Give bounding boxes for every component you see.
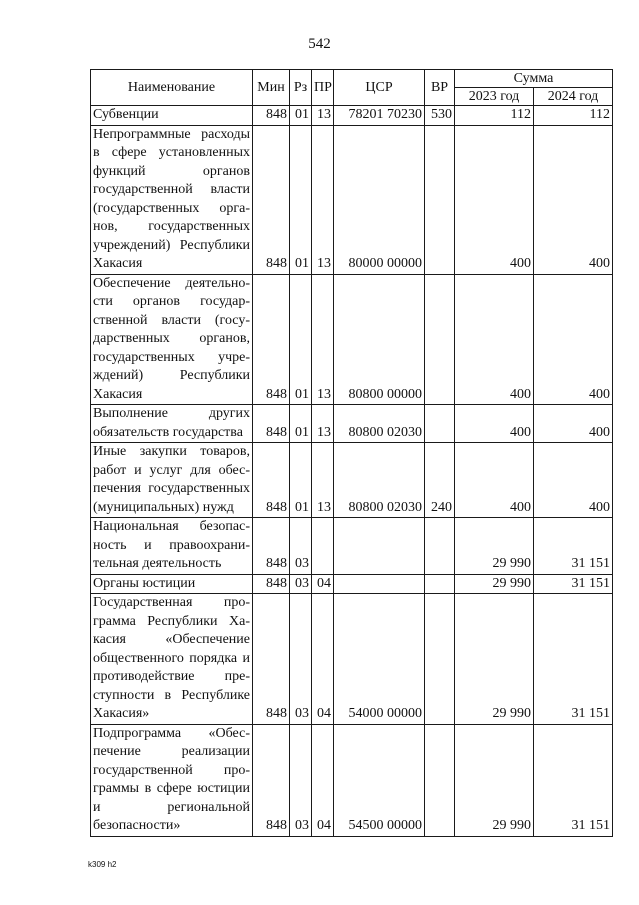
table-body bbox=[91, 106, 613, 837]
cell-vr bbox=[425, 125, 455, 274]
header-vr: ВР bbox=[425, 70, 455, 106]
table-row bbox=[91, 405, 613, 443]
cell-vr bbox=[425, 594, 455, 725]
cell-pr: 13 bbox=[312, 274, 334, 405]
cell-rz: 03 bbox=[290, 724, 312, 836]
cell-min: 848 bbox=[253, 518, 290, 575]
cell-csr bbox=[334, 518, 425, 575]
cell-pr: 13 bbox=[312, 106, 334, 126]
table-row bbox=[91, 518, 613, 575]
cell-2023: 29 990 bbox=[455, 594, 534, 725]
cell-2024: 31 151 bbox=[534, 518, 613, 575]
cell-2023: 29 990 bbox=[455, 724, 534, 836]
cell-2023: 400 bbox=[455, 443, 534, 518]
cell-csr: 80800 00000 bbox=[334, 274, 425, 405]
page-number: 542 bbox=[308, 36, 331, 52]
cell-2023: 29 990 bbox=[455, 518, 534, 575]
cell-2024: 400 bbox=[534, 274, 613, 405]
budget-table bbox=[90, 69, 613, 837]
header-name: Наименование bbox=[91, 70, 253, 106]
cell-2024: 400 bbox=[534, 125, 613, 274]
table-row bbox=[91, 724, 613, 836]
cell-name: Обеспечение деятельности органов государственной власти (государственных органов, государственных учреждений) Республики Хакасия bbox=[91, 274, 253, 405]
cell-name: Национальная безопасность и правоохранительная деятельность bbox=[91, 518, 253, 575]
cell-2023: 400 bbox=[455, 274, 534, 405]
cell-vr bbox=[425, 405, 455, 443]
cell-min: 848 bbox=[253, 274, 290, 405]
cell-rz: 01 bbox=[290, 125, 312, 274]
cell-vr bbox=[425, 574, 455, 594]
cell-2024: 31 151 bbox=[534, 574, 613, 594]
cell-pr: 13 bbox=[312, 405, 334, 443]
cell-vr: 530 bbox=[425, 106, 455, 126]
table-row bbox=[91, 594, 613, 725]
cell-pr: 04 bbox=[312, 724, 334, 836]
cell-csr: 80800 02030 bbox=[334, 405, 425, 443]
cell-min: 848 bbox=[253, 106, 290, 126]
cell-vr bbox=[425, 724, 455, 836]
cell-csr: 80000 00000 bbox=[334, 125, 425, 274]
header-pr: ПР bbox=[312, 70, 334, 106]
cell-name: Выполнение других обязательств государства bbox=[91, 405, 253, 443]
cell-2024: 31 151 bbox=[534, 724, 613, 836]
table-row bbox=[91, 574, 613, 594]
cell-csr: 54500 00000 bbox=[334, 724, 425, 836]
cell-min: 848 bbox=[253, 724, 290, 836]
table-row bbox=[91, 443, 613, 518]
cell-pr: 04 bbox=[312, 594, 334, 725]
cell-rz: 03 bbox=[290, 518, 312, 575]
header-year-2023: 2023 год bbox=[455, 88, 534, 106]
cell-rz: 03 bbox=[290, 574, 312, 594]
cell-csr: 80800 02030 bbox=[334, 443, 425, 518]
cell-min: 848 bbox=[253, 443, 290, 518]
cell-name: Подпрограмма «Обеспечение реализации государственной программы в сфере юстиции и региональной безопасности» bbox=[91, 724, 253, 836]
cell-pr: 13 bbox=[312, 125, 334, 274]
cell-2023: 29 990 bbox=[455, 574, 534, 594]
cell-name: Субвенции bbox=[91, 106, 253, 126]
cell-2024: 112 bbox=[534, 106, 613, 126]
cell-rz: 01 bbox=[290, 274, 312, 405]
cell-min: 848 bbox=[253, 125, 290, 274]
cell-name: Государственная программа Республики Хакасия «Обеспечение общественного порядка и противодействие преступности в Республике Хакасия» bbox=[91, 594, 253, 725]
cell-name: Иные закупки товаров, работ и услуг для обеспечения государственных (муниципальных) нужд bbox=[91, 443, 253, 518]
table-row bbox=[91, 106, 613, 126]
cell-csr: 54000 00000 bbox=[334, 594, 425, 725]
header-rz: Рз bbox=[290, 70, 312, 106]
cell-2023: 400 bbox=[455, 125, 534, 274]
header-csr: ЦСР bbox=[334, 70, 425, 106]
cell-vr: 240 bbox=[425, 443, 455, 518]
cell-2023: 400 bbox=[455, 405, 534, 443]
cell-2023: 112 bbox=[455, 106, 534, 126]
cell-2024: 400 bbox=[534, 405, 613, 443]
cell-min: 848 bbox=[253, 574, 290, 594]
table-row bbox=[91, 125, 613, 274]
cell-min: 848 bbox=[253, 594, 290, 725]
cell-rz: 03 bbox=[290, 594, 312, 725]
cell-rz: 01 bbox=[290, 106, 312, 126]
cell-name: Непрограммные расходы в сфере установленных функций органов государственной власти (государственных органов, государственных учреждений) Республики Хакасия bbox=[91, 125, 253, 274]
cell-rz: 01 bbox=[290, 443, 312, 518]
header-min: Мин bbox=[253, 70, 290, 106]
cell-pr: 04 bbox=[312, 574, 334, 594]
table-row bbox=[91, 274, 613, 405]
cell-vr bbox=[425, 518, 455, 575]
cell-vr bbox=[425, 274, 455, 405]
cell-pr: 13 bbox=[312, 443, 334, 518]
cell-csr: 78201 70230 bbox=[334, 106, 425, 126]
cell-2024: 400 bbox=[534, 443, 613, 518]
cell-csr bbox=[334, 574, 425, 594]
cell-2024: 31 151 bbox=[534, 594, 613, 725]
footer-code: k309 h2 bbox=[88, 860, 117, 869]
header-sum: Сумма bbox=[455, 70, 613, 88]
header-year-2024: 2024 год bbox=[534, 88, 613, 106]
cell-name: Органы юстиции bbox=[91, 574, 253, 594]
cell-min: 848 bbox=[253, 405, 290, 443]
cell-pr bbox=[312, 518, 334, 575]
cell-rz: 01 bbox=[290, 405, 312, 443]
